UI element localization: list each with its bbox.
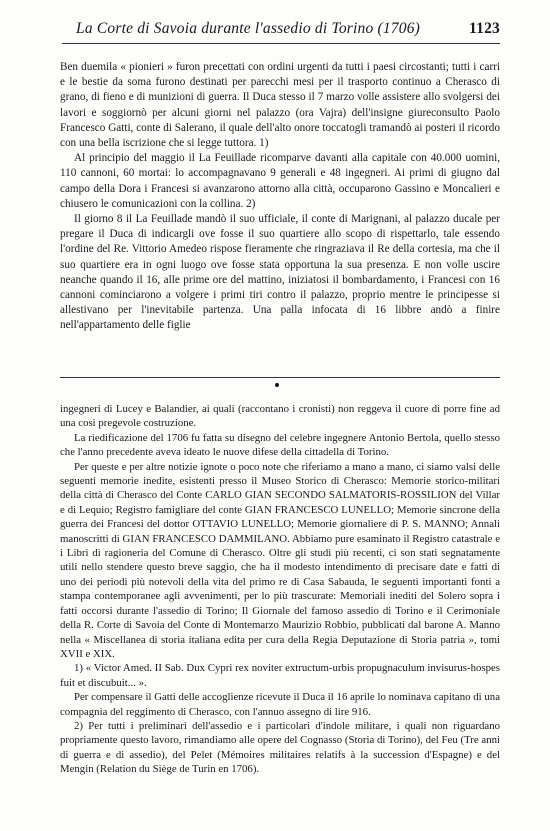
- paragraph: Ben duemila « pionieri » furon precettati con ordini urgenti da tutti i paesi circostanti; tutti i carri e le bestie da soma furono destinati per parecchi mesi per il trasporto continuo a Cherasco di grano, di fieno e di munizioni di guerra. Il Duca stesso il 7 marzo volle assistere allo svolgersi dei lavori e soggiornò per alcuni giorni nel palazzo (ora Vajra) dell'insigne giureconsulto Paolo Francesco Gatti, conte di Salerano, il quale dell'alto onore toccatogli tramandò ai posteri il ricordo con una bella iscrizione che si legge tuttora. 1): [60, 61, 500, 150]
- running-title: La Corte di Savoia durante l'assedio di Torino (1706): [76, 20, 421, 37]
- footnote-divider: [60, 377, 500, 378]
- footnote-1: 1) « Victor Amed. II Sab. Dux Cypri rex noviter extructum-urbis propugnaculum invisurus-hospes fuit et discubuit... ».: [60, 662, 500, 689]
- footnote-2: 2) Per tutti i preliminari dell'assedio e i particolari d'indole militare, i quali non riguardano propriamente questo lavoro, rimandiamo alle opere del Cognasso (Storia di Torino), del Feu (Tre anni di guerra e di assedio), del Pelet (Mémoires militaires relatifs à la succession d'Espagne) e del Mengin (Relation du Siège de Turin en 1706).: [60, 719, 500, 776]
- paragraph: Il giorno 8 il La Feuillade mandò il suo ufficiale, il conte di Marignani, al palazzo ducale per pregare il Duca di indicargli ove fosse il suo quartiere allo scopo di rispettarlo, tale essendo l'ordine del Re. Vittorio Amedeo rispose fieramente che ringraziava il Re della cortesia, ma che il suo quartiere era in ogni luogo ove fosse stata opportuna la sua presenza. E non volle uscire neanche quando il 16, alle prime ore del mattino, iniziatosi il bombardamento, i Francesi con 16 cannoni cominciarono a volgere i primi tiri contro il palazzo, proprio mentre le principesse si allestivano per l'inevitabile partenza. Una palla infocata di 16 libbre andò a finire nell'appartamento delle figlie: [60, 213, 500, 332]
- footnote-paragraph: Per compensare il Gatti delle accoglienze ricevute il Duca il 16 aprile lo nominava capitano di una compagnia del reggimento di Cherasco, con l'annuo assegno di lire 916.: [60, 691, 500, 718]
- footnote-paragraph: Per queste e per altre notizie ignote o poco note che riferiamo a mano a mano, ci siamo valsi delle seguenti memorie inedite, esistenti presso il Museo Storico di Cherasco: Memorie storico-militari della città di Cherasco del Conte CARLO GIAN SECONDO SALMATORIS-ROSSILION del Villar e di Lequio; Registro famigliare del conte GIAN FRANCESCO LUNELLO; Memorie sincrone della guerra dei Francesi del dottor OTTAVIO LUNELLO; Memorie giornaliere di P. S. MANNO; Annali manoscritti di GIAN FRANCESCO DAMMILANO. Abbiamo pure esaminato il Registro catastrale e i Libri di ragioneria del Comune di Cherasco. Oltre gli studi più recenti, ci son stati segnatamente utili nello stendere questo breve saggio, che ha il modesto intendimento di precisare date e fatti di uno dei periodi più notevoli della vita del primo re di Casa Sabauda, le seguenti importanti fonti a stampa contemporanee agli avvenimenti, per lo più trascurate: Memoriali inediti del Solero sopra i fatti occorsi durante l'assedio di Torino; Il Giornale del famoso assedio di Torino e il Cerimoniale della R. Corte di Savoia del Conte di Montemarzo Maurizio Robbio, pubblicati dal barone A. Manno nella « Miscellanea di storia italiana edita per cura della Regia Deputazione di Storia patria », tomi XVII e XIX.: [60, 460, 500, 660]
- running-header: [60, 18, 500, 40]
- footnote-paragraph: ingegneri di Lucey e Balandier, ai quali (raccontano i cronisti) non reggeva il cuore di porre fine ad una così pregevole costruzione.: [60, 403, 500, 430]
- footnote-paragraph: La riedificazione del 1706 fu fatta su disegno del celebre ingegnere Antonio Bertola, quello stesso che l'anno precedente aveva ideato le nuove difese della cittadella di Torino.: [60, 431, 500, 459]
- paragraph: Al principio del maggio il La Feuillade ricomparve davanti alla capitale con 40.000 uomini, 110 cannoni, 60 mortai: lo accompagnavano 9 generali e 48 ingegneri. Ai primi di giugno dal campo della Dora i Francesi si avanzarono attorno alla città, occuparono Gassino e Moncalieri e chiusero le comunicazioni con la collina. 2): [60, 152, 500, 210]
- page-number: 1123: [469, 20, 500, 37]
- footnotes: [60, 402, 500, 777]
- header-rule: [62, 43, 500, 44]
- divider-dot: [275, 383, 279, 387]
- main-text: [60, 60, 500, 334]
